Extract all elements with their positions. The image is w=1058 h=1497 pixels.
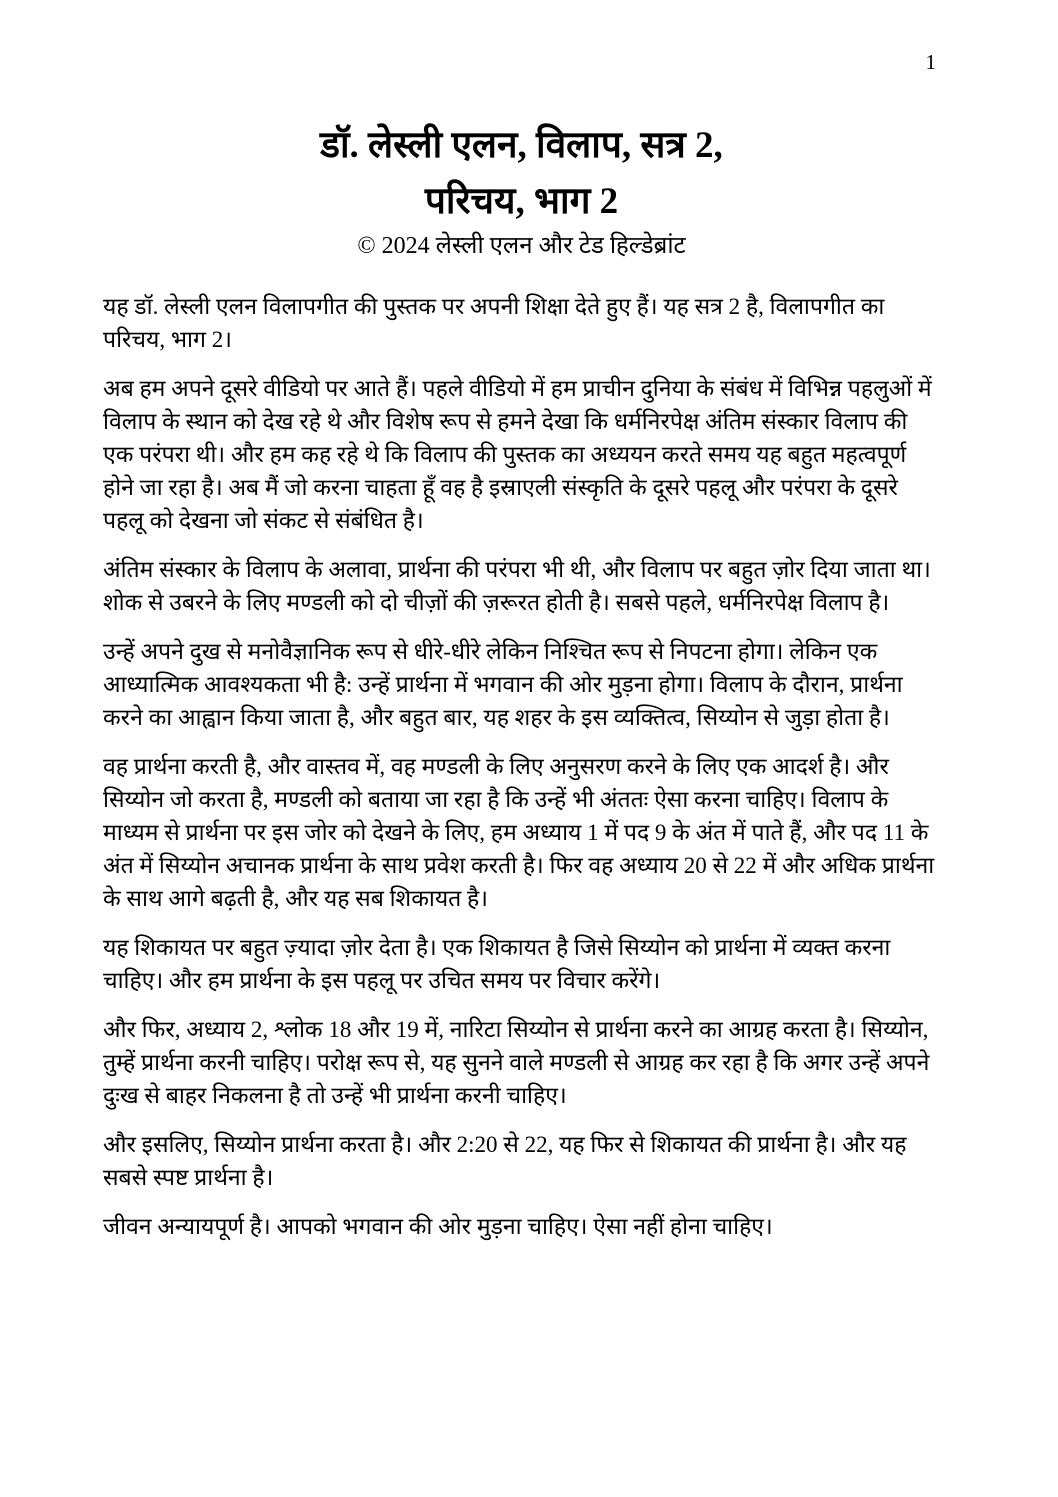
paragraph-1: यह डॉ. लेस्ली एलन विलापगीत की पुस्तक पर अपनी शिक्षा देते हुए हैं। यह सत्र 2 है, विलापगीत का परिचय, भाग 2। (103, 294, 885, 353)
paragraph-9: जीवन अन्यायपूर्ण है। आपको भगवान की ओर मुड़ना चाहिए। ऐसा नहीं होना चाहिए। (103, 1214, 773, 1240)
paragraph-6: यह शिकायत पर बहुत ज़्यादा ज़ोर देता है। एक शिकायत है जिसे सिय्योन को प्रार्थना में व्यक्त करना चाहिए। और हम प्रार्थना के इस पहलू पर उचित समय पर विचार करेंगे। (103, 935, 891, 994)
title-line-1: डॉ. लेस्ली एलन, विलाप, सत्र 2, (320, 125, 723, 166)
document-title (103, 118, 940, 229)
document-header (103, 118, 940, 262)
paragraph-2: अब हम अपने दूसरे वीडियो पर आते हैं। पहले वीडियो में हम प्राचीन दुनिया के संबंध में विभिन्न पहलुओं में विलाप के स्थान को देख रहे थे और विशेष रूप से हमने देखा कि धर्मनिरपेक्ष अंतिम संस्कार विलाप की एक परंपरा थी। और हम कह रहे थे कि विलाप की पुस्तक का अध्ययन करते समय यह बहुत महत्वपूर्ण होने जा रहा है। अब मैं जो करना चाहता हूँ वह है इस्राएली संस्कृति के दूसरे पहलू और परंपरा के दूसरे पहलू को देखना जो संकट से संबंधित है। (103, 376, 932, 534)
title-line-2: परिचय, भाग 2 (424, 180, 619, 222)
document-body (103, 290, 940, 1243)
paragraph-3: अंतिम संस्कार के विलाप के अलावा, प्रार्थना की परंपरा भी थी, और विलाप पर बहुत ज़ोर दिया जाता था। शोक से उबरने के लिए मण्डली को दो चीज़ों की ज़रूरत होती है। सबसे पहले, धर्मनिरपेक्ष विलाप है। (103, 557, 931, 616)
paragraph-8: और इसलिए, सिय्योन प्रार्थना करता है। और 2:20 से 22, यह फिर से शिकायत की प्रार्थना है। और यह सबसे स्पष्ट प्रार्थना है। (103, 1132, 907, 1191)
page-number: 1 (925, 50, 936, 74)
paragraph-5: वह प्रार्थना करती है, और वास्तव में, वह मण्डली के लिए अनुसरण करने के लिए एक आदर्श है। और सिय्योन जो करता है, मण्डली को बताया जा रहा है कि उन्हें भी अंततः ऐसा करना चाहिए। विलाप के माध्यम से प्रार्थना पर इस जोर को देखने के लिए, हम अध्याय 1 में पद 9 के अंत में पाते हैं, और पद 11 के अंत में सिय्योन अचानक प्रार्थना के साथ प्रवेश करती है। फिर वह अध्याय 20 से 22 में और अधिक प्रार्थना के साथ आगे बढ़ती है, और यह सब शिकायत है। (103, 754, 935, 912)
paragraph-7: और फिर, अध्याय 2, श्लोक 18 और 19 में, नारिटा सिय्योन से प्रार्थना करने का आग्रह करता है। सिय्योन, तुम्हें प्रार्थना करनी चाहिए। परोक्ष रूप से, यह सुनने वाले मण्डली से आग्रह कर रहा है कि अगर उन्हें अपने दुःख से बाहर निकलना है तो उन्हें भी प्रार्थना करनी चाहिए। (103, 1017, 930, 1109)
paragraph-4: उन्हें अपने दुख से मनोवैज्ञानिक रूप से धीरे-धीरे लेकिन निश्चित रूप से निपटना होगा। लेकिन एक आध्यात्मिक आवश्यकता भी है: उन्हें प्रार्थना में भगवान की ओर मुड़ना होगा। विलाप के दौरान, प्रार्थना करने का आह्वान किया जाता है, और बहुत बार, यह शहर के इस व्यक्तित्व, सिय्योन से जुड़ा होता है। (103, 639, 903, 731)
copyright-line: © 2024 लेस्ली एलन और टेड हिल्डेब्रांट (357, 233, 686, 259)
